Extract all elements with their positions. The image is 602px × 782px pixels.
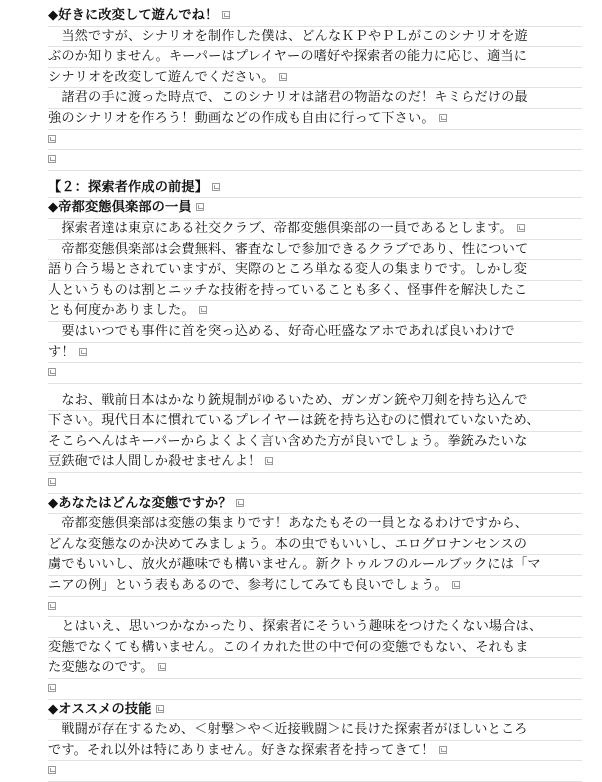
paragraph-mark-icon — [158, 663, 166, 671]
paragraph-mark-icon — [48, 602, 56, 610]
text-line[interactable] — [48, 343, 582, 364]
text-line[interactable] — [48, 617, 582, 638]
line-text: ◆好きに改変して遊んでね！ — [48, 8, 219, 23]
line-text: ぶのか知りません。キーパーはプレイヤーの嗜好や探索者の能力に応じ、適当に — [48, 49, 528, 65]
text-line[interactable] — [48, 260, 582, 281]
paragraph-mark-icon — [265, 457, 273, 465]
line-text: 戦闘が存在するため、＜射撃＞や＜近接戦闘＞に長けた探索者がほしいところ — [48, 722, 528, 738]
paragraph-mark-icon — [279, 73, 287, 81]
paragraph-mark-icon — [517, 224, 525, 232]
text-line[interactable] — [48, 27, 582, 48]
paragraph-mark-icon — [156, 705, 164, 713]
paragraph-mark-icon — [48, 684, 56, 692]
line-text: 【２：探索者作成の前提】 — [48, 179, 209, 195]
empty-line[interactable] — [48, 761, 582, 782]
text-line[interactable] — [48, 720, 582, 741]
line-text: とも何度かありました。 — [48, 303, 195, 319]
empty-line[interactable] — [48, 597, 582, 618]
text-line[interactable] — [48, 452, 582, 473]
text-line[interactable] — [48, 68, 582, 89]
line-text: 強のシナリオを作ろう！動画などの作成も自由に行って下さい。 — [48, 110, 435, 126]
text-line[interactable] — [48, 576, 582, 597]
text-line[interactable] — [48, 109, 582, 130]
line-text: た変態なのです。 — [48, 660, 154, 676]
text-line[interactable] — [48, 47, 582, 68]
text-line[interactable] — [48, 240, 582, 261]
text-line[interactable] — [48, 301, 582, 322]
line-text: です。それ以外は特にありません。好きな探索者を持ってきて！ — [48, 742, 435, 758]
text-line[interactable] — [48, 432, 582, 453]
line-text: ◆帝都変態倶楽部の一員 — [48, 200, 192, 216]
line-text: 帝都変態倶楽部は会費無料、審査なしで参加できるクラブであり、性について — [48, 241, 529, 257]
paragraph-mark-icon — [452, 581, 460, 589]
line-text: とはいえ、思いつかなかったり、探索者にそういう趣味をつけたくない場合は、 — [48, 619, 543, 635]
text-line[interactable] — [48, 219, 582, 240]
paragraph-mark-icon — [439, 114, 447, 122]
line-text: 語り合う場とされていますが、実際のところ単なる変人の集まりです。しかし変 — [48, 262, 528, 278]
line-text: 虜でもいいし、放火が趣味でも構いません。新クトゥルフのルールブックには「マ — [48, 557, 541, 573]
empty-line[interactable] — [48, 130, 582, 151]
line-text: そこらへんはキーパーからよくよく言い含めた方が良いでしょう。拳銃みたいな — [48, 433, 528, 449]
paragraph-mark-icon — [196, 203, 204, 211]
line-text: 変態でなくても構いません。このイカれた世の中で何の変態でもない、それもま — [48, 639, 529, 655]
text-line[interactable] — [48, 535, 582, 556]
line-text: 当然ですが、シナリオを制作した僕は、どんなＫＰやＰＬがこのシナリオを遊 — [48, 28, 528, 44]
line-text: ニアの例」という表もあるので、参考にしてみても良いでしょう。 — [48, 578, 448, 594]
text-line[interactable] — [48, 281, 582, 302]
text-line[interactable] — [48, 391, 582, 412]
empty-line[interactable] — [48, 679, 582, 700]
paragraph-mark-icon — [222, 11, 230, 19]
text-line[interactable] — [48, 638, 582, 659]
text-line[interactable] — [48, 700, 582, 721]
line-text: 諸君の手に渡った時点で、このシナリオは諸君の物語なのだ！キミらだけの最 — [48, 90, 528, 106]
paragraph-mark-icon — [48, 478, 56, 486]
text-line[interactable] — [48, 741, 582, 762]
line-text: どんな変態なのか決めてみましょう。本の虫でもいいし、エログロナンセンスの — [48, 536, 528, 552]
text-line[interactable] — [48, 494, 582, 515]
empty-line[interactable] — [48, 473, 582, 494]
line-text: 要はいつでも事件に首を突っ込める、好奇心旺盛なアホであれば良いわけで — [48, 323, 515, 339]
paragraph-mark-icon — [212, 183, 220, 191]
line-text: す！ — [48, 344, 75, 360]
line-text: なお、戦前日本はかなり銃規制がゆるいため、ガンガン銃や刀剣を持ち込んで — [48, 392, 528, 408]
empty-line[interactable] — [48, 150, 582, 171]
line-text: 下さい。現代日本に慣れているプレイヤーは銃を持ち込むのに慣れていないため、 — [48, 413, 540, 429]
text-line[interactable] — [48, 555, 582, 576]
line-text: 豆鉄砲では人間しか殺せませんよ！ — [48, 454, 262, 470]
line-text: 帝都変態倶楽部は変態の集まりです！あなたもその一員となるわけですから、 — [48, 516, 529, 532]
text-line[interactable] — [48, 198, 582, 219]
text-line[interactable] — [48, 514, 582, 535]
text-line[interactable] — [48, 88, 582, 109]
line-text: シナリオを改変して遊んでください。 — [48, 69, 275, 85]
paragraph-mark-icon — [48, 155, 56, 163]
empty-line[interactable] — [48, 363, 582, 384]
text-line[interactable] — [48, 178, 582, 199]
text-line[interactable] — [48, 6, 582, 27]
paragraph-mark-icon — [48, 368, 56, 376]
paragraph-mark-icon — [236, 499, 244, 507]
line-text: 探索者達は東京にある社交クラブ、帝都変態倶楽部の一員であるとします。 — [48, 220, 513, 236]
line-text: 人というものは割とニッチな技術を持っていることも多く、怪事件を解決したこ — [48, 282, 528, 298]
text-line[interactable] — [48, 322, 582, 343]
line-text: ◆あなたはどんな変態ですか？ — [48, 495, 232, 511]
paragraph-mark-icon — [48, 135, 56, 143]
text-line[interactable] — [48, 411, 582, 432]
paragraph-mark-icon — [48, 766, 56, 774]
paragraph-mark-icon — [79, 348, 87, 356]
line-text: ◆オススメの技能 — [48, 701, 152, 717]
paragraph-mark-icon — [439, 746, 447, 754]
text-line[interactable] — [48, 658, 582, 679]
paragraph-mark-icon — [199, 306, 207, 314]
